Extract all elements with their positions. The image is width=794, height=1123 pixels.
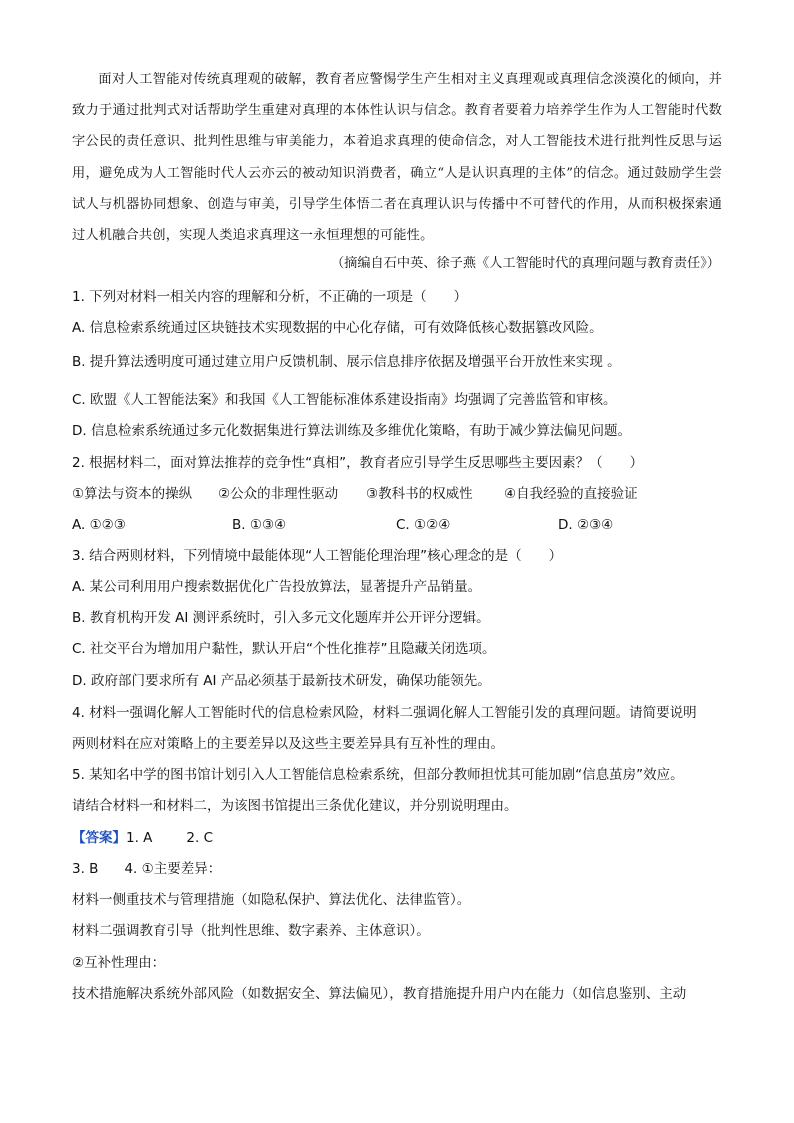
q1-option-b: B. 提升算法透明度可通过建立用户反馈机制、展示信息排序依据及增强平台开放性来实现 。 xyxy=(72,354,621,370)
q5-line-1: 5. 某知名中学的图书馆计划引入人工智能信息检索系统，但部分教师担忧其可能加剧“信息茧房”效应。 xyxy=(72,767,684,783)
q1-option-c: C. 欧盟《人工智能法案》和我国《人工智能标准体系建设指南》均强调了完善监管和审核。 xyxy=(72,392,617,408)
q3-option-c: C. 社交平台为增加用户黏性，默认开启“个性化推荐”且隐藏关闭选项。 xyxy=(72,641,496,657)
passage-source: （摘编自石中英、徐子燕《人工智能时代的真理问题与教育责任》） xyxy=(330,256,720,271)
answer-3: 3. B xyxy=(72,861,99,877)
q3-option-b: B. 教育机构开发 AI 测评系统时，引入多元文化题库并公开评分逻辑。 xyxy=(72,610,490,626)
q2-options xyxy=(72,515,724,535)
q1-option-a: A. 信息检索系统通过区块链技术实现数据的中心化存储，可有效降低核心数据篡改风险。 xyxy=(72,320,603,336)
answer-row-2 xyxy=(72,859,724,879)
q2-items xyxy=(72,484,724,504)
answer-line-1: 材料一侧重技术与管理措施（如隐私保护、算法优化、法律监管）。 xyxy=(72,892,471,908)
q1-stem: 1. 下列对材料一相关内容的理解和分析，不正确的一项是（ ） xyxy=(72,289,468,305)
answer-row-1 xyxy=(72,828,724,848)
answer-1: 1. A xyxy=(126,830,153,846)
passage-paragraph: 面对人工智能对传统真理观的破解，教育者应警惕学生产生相对主义真理观或真理信念淡漠化的倾向，并致力于通过批判式对话帮助学生重建对真理的本体性认识与信念。教育者要着力培养学生作为人工智能时代数字公民的责任意识、批判性思维与审美能力，本着追求真理的使命信念，对人工智能技术进行批判性反思与运用，避免成为人工智能时代人云亦云的被动知识消费者，确立“人是认识真理的主体”的信念。通过鼓励学生尝试人与机器协同想象、创造与审美，引导学生体悟二者在真理认识与传播中不可替代的作用，从而积极探索通过人机融合共创，实现人类追求真理这一永恒理想的可能性。 xyxy=(72,72,722,244)
q2-item-3: ③教科书的权威性 xyxy=(366,486,473,502)
q1-option-d: D. 信息检索系统通过多元化数据集进行算法训练及多维优化策略，有助于减少算法偏见问题。 xyxy=(72,423,631,439)
q4-line-2: 两则材料在应对策略上的主要差异以及这些主要差异具有互补性的理由。 xyxy=(72,736,504,752)
answer-line-4: 技术措施解决系统外部风险（如数据安全、算法偏见），教育措施提升用户内在能力（如信息鉴别、主动 xyxy=(72,986,687,1002)
answer-2: 2. C xyxy=(186,830,214,846)
q5-line-2: 请结合材料一和材料二，为该图书馆提出三条优化建议，并分别说明理由。 xyxy=(72,798,518,814)
q2-item-1: ①算法与资本的操纵 xyxy=(72,486,193,502)
q2-option-a: A. ①②③ xyxy=(72,517,126,533)
q4-line-1: 4. 材料一强调化解人工智能时代的信息检索风险，材料二强调化解人工智能引发的真理问题。请简要说明 xyxy=(72,705,697,721)
q2-stem: 2. 根据材料二，面对算法推荐的竞争性“真相”，教育者应引导学生反思哪些主要因素？（ ） xyxy=(72,455,644,471)
q3-option-d: D. 政府部门要求所有 AI 产品必须基于最新技术研发，确保功能领先。 xyxy=(72,673,491,689)
q2-item-2: ②公众的非理性驱动 xyxy=(218,486,339,502)
q2-option-d: D. ②③④ xyxy=(558,517,614,533)
q3-stem: 3. 结合两则材料，下列情境中最能体现“人工智能伦理治理”核心理念的是（ ） xyxy=(72,548,563,564)
q3-option-a: A. 某公司利用用户搜索数据优化广告投放算法，显著提升产品销量。 xyxy=(72,579,482,595)
answer-tag: 【答案】 xyxy=(72,830,126,846)
answer-4-heading: 4. ①主要差异： xyxy=(124,861,222,877)
q2-option-c: C. ①②④ xyxy=(396,517,451,533)
answer-line-3: ②互补性理由： xyxy=(72,955,166,971)
q2-item-4: ④自我经验的直接验证 xyxy=(504,486,638,502)
q2-option-b: B. ①③④ xyxy=(232,517,287,533)
answer-line-2: 材料二强调教育引导（批判性思维、数字素养、主体意识）。 xyxy=(72,923,430,939)
